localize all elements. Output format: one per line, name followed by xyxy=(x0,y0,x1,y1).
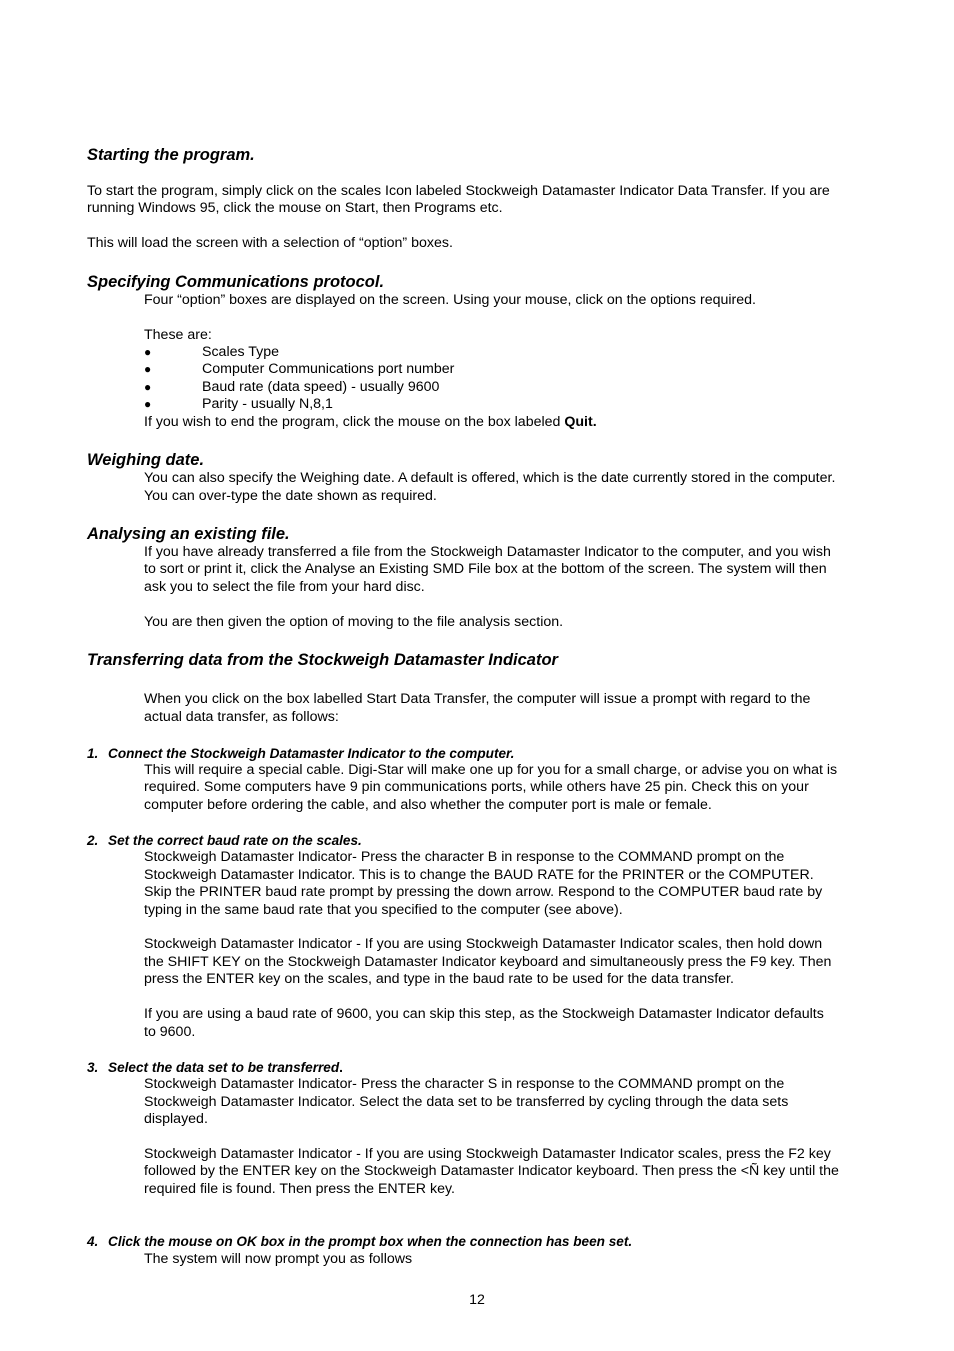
step-title: Connect the Stockweigh Datamaster Indicator to the computer. xyxy=(108,746,515,761)
bullet-icon: ● xyxy=(144,397,152,411)
paragraph-line: computer before ordering the cable, and also whether the computer port is male or female. xyxy=(144,797,712,813)
paragraph-line: followed by the ENTER key on the Stockweigh Datamaster Indicator keyboard. Then press the <Ñ key until the xyxy=(144,1163,839,1179)
paragraph-line: Stockweigh Datamaster Indicator. Select the data set to be transferred by cycling through the data sets xyxy=(144,1094,789,1110)
step-title-end: . xyxy=(339,1060,343,1075)
paragraph-line: Stockweigh Datamaster Indicator. This is to change the BAUD RATE for the PRINTER or the COMPUTER. xyxy=(144,867,814,883)
paragraph-line: to sort or print it, click the Analyse an Existing SMD File box at the bottom of the screen. The system will then xyxy=(144,561,827,577)
paragraph-line: Stockweigh Datamaster Indicator - If you are using Stockweigh Datamaster Indicator scales, then hold down xyxy=(144,936,823,952)
paragraph-line: If you have already transferred a file from the Stockweigh Datamaster Indicator to the computer, and you wish xyxy=(144,544,831,560)
heading-transferring-data: Transferring data from the Stockweigh Datamaster Indicator xyxy=(87,651,558,669)
paragraph-line: required file is found. Then press the ENTER key. xyxy=(144,1181,455,1197)
step-heading xyxy=(87,1059,343,1076)
step-heading xyxy=(87,745,514,762)
paragraph-line: You can over-type the date shown as required. xyxy=(144,488,437,504)
quit-instruction-text: If you wish to end the program, click the mouse on the box labeled xyxy=(144,414,565,430)
list-item-text: Computer Communications port number xyxy=(202,361,455,377)
paragraph-line: These are: xyxy=(144,327,212,343)
step-number: 1. xyxy=(87,746,99,761)
heading-weighing-date: Weighing date. xyxy=(87,451,205,469)
paragraph-line: required. Some computers have 9 pin communications ports, while others have 25 pin. Check this on your xyxy=(144,779,809,795)
step-title: Set the correct baud rate on the scales. xyxy=(108,833,362,848)
list-item-text: Parity - usually N,8,1 xyxy=(202,396,333,412)
paragraph-line: typing in the same baud rate that you specified to the computer (see above). xyxy=(144,902,623,918)
step-heading xyxy=(87,832,362,849)
paragraph-line: to 9600. xyxy=(144,1024,196,1040)
paragraph-line: To start the program, simply click on the scales Icon labeled Stockweigh Datamaster Indicator Data Transfer. If you are xyxy=(87,183,830,199)
step-number: 2. xyxy=(87,833,99,848)
heading-starting-program: Starting the program. xyxy=(87,146,255,164)
paragraph-line: ask you to select the file from your hard disc. xyxy=(144,579,425,595)
paragraph-line: Stockweigh Datamaster Indicator- Press the character B in response to the COMMAND prompt on the xyxy=(144,849,785,865)
paragraph-line: Skip the PRINTER baud rate prompt by pressing the down arrow. Respond to the COMPUTER baud rate by xyxy=(144,884,823,900)
paragraph-line: Four “option” boxes are displayed on the screen. Using your mouse, click on the options required. xyxy=(144,292,756,308)
step-title: Click the mouse on OK box in the prompt box when the connection has been set. xyxy=(108,1234,633,1249)
heading-communications-protocol: Specifying Communications protocol. xyxy=(87,273,385,291)
page-number: 12 xyxy=(469,1292,485,1308)
step-number: 3. xyxy=(87,1060,99,1075)
paragraph-line: actual data transfer, as follows: xyxy=(144,709,339,725)
list-item-text: Scales Type xyxy=(202,344,280,360)
list-item-text: Baud rate (data speed) - usually 9600 xyxy=(202,379,440,395)
step-title: Select the data set to be transferred xyxy=(108,1060,340,1075)
paragraph-line: the SHIFT KEY on the Stockweigh Datamaster Indicator keyboard and simultaneously press the F9 key. Then xyxy=(144,954,832,970)
bullet-icon: ● xyxy=(144,345,152,359)
heading-analysing-file: Analysing an existing file. xyxy=(87,525,290,543)
paragraph-line xyxy=(144,414,597,432)
quit-label: Quit. xyxy=(564,414,597,430)
paragraph-line: displayed. xyxy=(144,1111,208,1127)
paragraph-line: running Windows 95, click the mouse on Start, then Programs etc. xyxy=(87,200,503,216)
paragraph-line: This will require a special cable. Digi-Star will make one up for you for a small charge, or advise you on what is xyxy=(144,762,838,778)
paragraph-line: This will load the screen with a selection of “option” boxes. xyxy=(87,235,453,251)
step-heading xyxy=(87,1233,632,1250)
paragraph-line: When you click on the box labelled Start Data Transfer, the computer will issue a prompt with regard to the xyxy=(144,691,811,707)
paragraph-line: Stockweigh Datamaster Indicator - If you are using Stockweigh Datamaster Indicator scales, press the F2 key xyxy=(144,1146,831,1162)
paragraph-line: You can also specify the Weighing date. A default is offered, which is the date currently stored in the computer. xyxy=(144,470,836,486)
bullet-icon: ● xyxy=(144,362,152,376)
paragraph-line: You are then given the option of moving to the file analysis section. xyxy=(144,614,564,630)
paragraph-line: Stockweigh Datamaster Indicator- Press the character S in response to the COMMAND prompt on the xyxy=(144,1076,785,1092)
paragraph-line: press the ENTER key on the scales, and type in the baud rate to be used for the data transfer. xyxy=(144,971,734,987)
paragraph-line: If you are using a baud rate of 9600, you can skip this step, as the Stockweigh Datamaster Indicator defaults xyxy=(144,1006,824,1022)
paragraph-line: The system will now prompt you as follows xyxy=(144,1251,413,1267)
bullet-icon: ● xyxy=(144,380,152,394)
step-number: 4. xyxy=(87,1234,99,1249)
